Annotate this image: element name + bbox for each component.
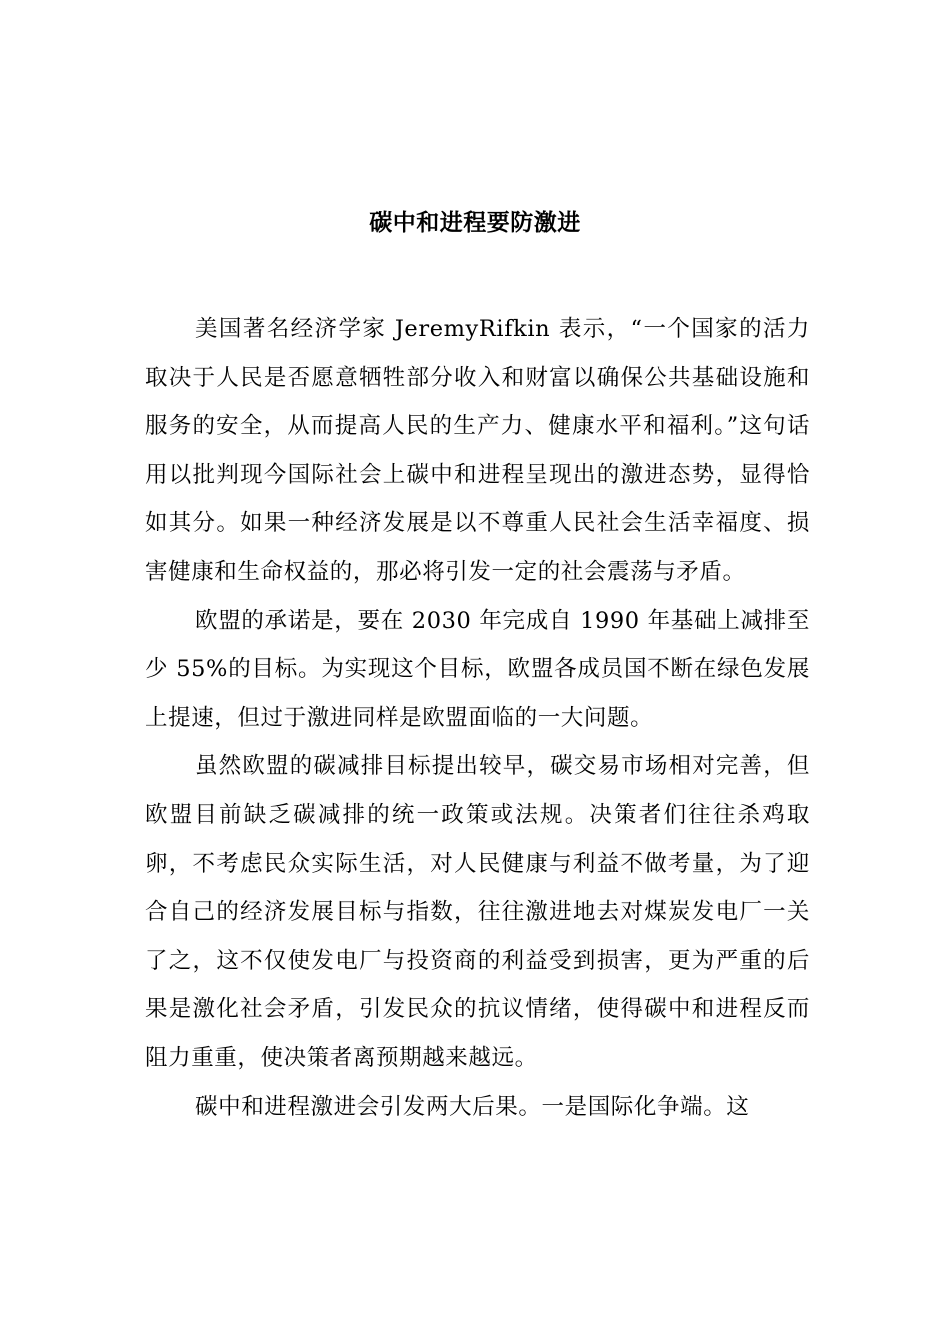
paragraph-4: 碳中和进程激进会引发两大后果。一是国际化争端。这 <box>195 1093 750 1120</box>
document-title: 碳中和进程要防激进 <box>369 209 581 236</box>
paragraph-1: 美国著名经济学家 JeremyRifkin 表示，“一个国家的活力取决于人民是否愿意牺牲部分收入和财富以确保公共基础设施和服务的安全，从而提高人民的生产力、健康水平和福利。”这句话用以批判现今国际社会上碳中和进程呈现出的激进态势，显得恰如其分。如果一种经济发展是以不尊重人民社会生活幸福度、损害健康和生命权益的，那必将引发一定的社会震荡与矛盾。 <box>145 316 810 585</box>
paragraph-2: 欧盟的承诺是，要在 2030 年完成自 1990 年基础上减排至少 55%的目标。为实现这个目标，欧盟各成员国不断在绿色发展上提速，但过于激进同样是欧盟面临的一大问题。 <box>145 607 810 731</box>
document-body <box>145 305 810 1131</box>
paragraph-3: 虽然欧盟的碳减排目标提出较早，碳交易市场相对完善，但欧盟目前缺乏碳减排的统一政策或法规。决策者们往往杀鸡取卵，不考虑民众实际生活，对人民健康与利益不做考量，为了迎合自己的经济发展目标与指数，往往激进地去对煤炭发电厂一关了之，这不仅使发电厂与投资商的利益受到损害，更为严重的后果是激化社会矛盾，引发民众的抗议情绪，使得碳中和进程反而阻力重重，使决策者离预期越来越远。 <box>145 753 810 1071</box>
